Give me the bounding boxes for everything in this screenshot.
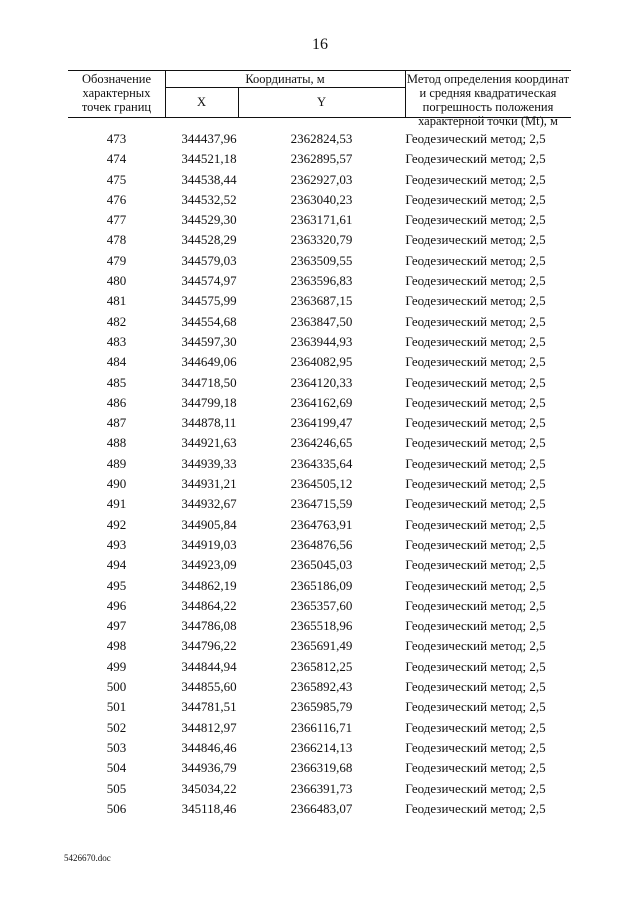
method: Геодезический метод; 2,5 — [405, 800, 546, 816]
table-row — [68, 534, 571, 554]
table-row — [68, 554, 571, 574]
coord-x: 344931,21 — [181, 476, 237, 492]
point-number: 481 — [106, 293, 127, 309]
coord-x: 344939,33 — [181, 455, 237, 471]
point-number: 477 — [106, 212, 127, 228]
method: Геодезический метод; 2,5 — [405, 455, 546, 471]
table-row — [68, 189, 571, 209]
method: Геодезический метод; 2,5 — [405, 760, 546, 776]
coord-x: 345118,46 — [181, 800, 237, 816]
method: Геодезический метод; 2,5 — [405, 658, 546, 674]
method: Геодезический метод; 2,5 — [405, 252, 546, 268]
table-row — [68, 169, 571, 189]
coord-y: 2365812,25 — [290, 658, 353, 674]
method: Геодезический метод; 2,5 — [405, 415, 546, 431]
coord-y: 2363944,93 — [290, 333, 353, 349]
table-row — [68, 656, 571, 676]
point-number: 478 — [106, 232, 127, 248]
table-row — [68, 250, 571, 270]
method: Геодезический метод; 2,5 — [405, 354, 546, 370]
coord-y: 2365357,60 — [290, 597, 353, 613]
coord-x: 344862,19 — [181, 577, 237, 593]
coord-x: 344812,97 — [181, 719, 237, 735]
point-number: 482 — [106, 313, 127, 329]
coord-x: 344936,79 — [181, 760, 237, 776]
coord-y: 2364505,12 — [290, 476, 353, 492]
coord-y: 2365892,43 — [290, 679, 353, 695]
coord-x: 344574,97 — [181, 273, 237, 289]
method: Геодезический метод; 2,5 — [405, 557, 546, 573]
coord-y: 2363596,83 — [290, 273, 353, 289]
coord-y: 2365985,79 — [290, 699, 353, 715]
coord-x: 344538,44 — [181, 171, 237, 187]
method: Геодезический метод; 2,5 — [405, 394, 546, 410]
point-number: 488 — [106, 435, 127, 451]
method: Геодезический метод; 2,5 — [405, 536, 546, 552]
table-header — [68, 70, 571, 128]
coord-y: 2365045,03 — [290, 557, 353, 573]
coord-x: 344905,84 — [181, 516, 237, 532]
coord-y: 2366391,73 — [290, 780, 353, 796]
coord-y: 2362824,53 — [290, 131, 353, 146]
table-row — [68, 473, 571, 493]
table-row — [68, 493, 571, 513]
point-number: 505 — [106, 780, 127, 796]
coord-y: 2364199,47 — [290, 415, 353, 431]
table-row — [68, 209, 571, 229]
table-row — [68, 514, 571, 534]
coord-x: 344649,06 — [181, 354, 237, 370]
table-row — [68, 798, 571, 818]
point-number: 473 — [106, 131, 127, 146]
method: Геодезический метод; 2,5 — [405, 232, 546, 248]
method: Геодезический метод; 2,5 — [405, 638, 546, 654]
table-row — [68, 128, 571, 148]
table-row — [68, 615, 571, 635]
coord-y: 2366319,68 — [290, 760, 353, 776]
table-row — [68, 392, 571, 412]
table-row — [68, 757, 571, 777]
header-x: X — [196, 95, 207, 109]
table-row — [68, 676, 571, 696]
point-number: 491 — [106, 496, 127, 512]
method: Геодезический метод; 2,5 — [405, 131, 546, 146]
method: Геодезический метод; 2,5 — [405, 597, 546, 613]
point-number: 492 — [106, 516, 127, 532]
header-designation: Обозначение характерных точек границ — [81, 72, 152, 114]
table-row — [68, 412, 571, 432]
method: Геодезический метод; 2,5 — [405, 699, 546, 715]
point-number: 504 — [106, 760, 127, 776]
point-number: 506 — [106, 800, 127, 816]
table-row — [68, 148, 571, 168]
coord-y: 2363509,55 — [290, 252, 353, 268]
point-number: 502 — [106, 719, 127, 735]
coord-y: 2366116,71 — [290, 719, 353, 735]
coord-y: 2364763,91 — [290, 516, 353, 532]
point-number: 479 — [106, 252, 127, 268]
point-number: 485 — [106, 374, 127, 390]
method: Геодезический метод; 2,5 — [405, 333, 546, 349]
table-row — [68, 432, 571, 452]
method: Геодезический метод; 2,5 — [405, 151, 546, 167]
table-row — [68, 635, 571, 655]
coord-y: 2365186,09 — [290, 577, 353, 593]
method: Геодезический метод; 2,5 — [405, 313, 546, 329]
coord-x: 344799,18 — [181, 394, 237, 410]
header-y: Y — [316, 95, 327, 109]
coord-y: 2364162,69 — [290, 394, 353, 410]
coord-x: 344878,11 — [181, 415, 237, 431]
coord-y: 2364876,56 — [290, 536, 353, 552]
coord-x: 344529,30 — [181, 212, 237, 228]
point-number: 498 — [106, 638, 127, 654]
method: Геодезический метод; 2,5 — [405, 577, 546, 593]
coord-y: 2363040,23 — [290, 191, 353, 207]
coord-x: 344844,94 — [181, 658, 237, 674]
page-number: 16 — [312, 36, 328, 53]
table-row — [68, 778, 571, 798]
coord-x: 344575,99 — [181, 293, 237, 309]
table-row — [68, 595, 571, 615]
point-number: 487 — [106, 415, 127, 431]
table-row — [68, 737, 571, 757]
point-number: 476 — [106, 191, 127, 207]
header-coordinates: Координаты, м — [245, 72, 325, 86]
coord-x: 344923,09 — [181, 557, 237, 573]
coord-y: 2364335,64 — [290, 455, 353, 471]
coord-x: 344796,22 — [181, 638, 237, 654]
coord-y: 2363171,61 — [290, 212, 353, 228]
coord-x: 344521,18 — [181, 151, 237, 167]
point-number: 500 — [106, 679, 127, 695]
method: Геодезический метод; 2,5 — [405, 516, 546, 532]
coord-y: 2362895,57 — [290, 151, 353, 167]
coord-x: 344579,03 — [181, 252, 237, 268]
coord-x: 344855,60 — [181, 679, 237, 695]
table-row — [68, 453, 571, 473]
method: Геодезический метод; 2,5 — [405, 679, 546, 695]
header-coords-rule — [165, 87, 405, 88]
header-method: Метод определения координат и средняя квадратическая погрешность положения характерной точки (Mt), м — [406, 72, 570, 128]
point-number: 494 — [106, 557, 127, 573]
coord-y: 2363847,50 — [290, 313, 353, 329]
point-number: 474 — [106, 151, 127, 167]
point-number: 490 — [106, 476, 127, 492]
method: Геодезический метод; 2,5 — [405, 618, 546, 634]
coord-x: 344846,46 — [181, 739, 237, 755]
coord-y: 2364082,95 — [290, 354, 353, 370]
coord-x: 344781,51 — [181, 699, 237, 715]
coord-y: 2362927,03 — [290, 171, 353, 187]
point-number: 501 — [106, 699, 127, 715]
point-number: 503 — [106, 739, 127, 755]
point-number: 486 — [106, 394, 127, 410]
method: Геодезический метод; 2,5 — [405, 719, 546, 735]
point-number: 495 — [106, 577, 127, 593]
point-number: 489 — [106, 455, 127, 471]
method: Геодезический метод; 2,5 — [405, 739, 546, 755]
table-row — [68, 575, 571, 595]
method: Геодезический метод; 2,5 — [405, 374, 546, 390]
coord-y: 2364715,59 — [290, 496, 353, 512]
table-row — [68, 229, 571, 249]
table-row — [68, 351, 571, 371]
method: Геодезический метод; 2,5 — [405, 496, 546, 512]
point-number: 480 — [106, 273, 127, 289]
coord-y: 2364120,33 — [290, 374, 353, 390]
point-number: 497 — [106, 618, 127, 634]
coord-x: 344532,52 — [181, 191, 237, 207]
table-row — [68, 372, 571, 392]
coord-x: 344718,50 — [181, 374, 237, 390]
table-row — [68, 331, 571, 351]
point-number: 499 — [106, 658, 127, 674]
table-row — [68, 696, 571, 716]
coord-x: 344932,67 — [181, 496, 237, 512]
table-row — [68, 717, 571, 737]
coord-x: 344919,03 — [181, 536, 237, 552]
point-number: 493 — [106, 536, 127, 552]
method: Геодезический метод; 2,5 — [405, 293, 546, 309]
table-row — [68, 290, 571, 310]
coord-x: 344786,08 — [181, 618, 237, 634]
coord-x: 344437,96 — [181, 131, 237, 146]
coord-x: 344528,29 — [181, 232, 237, 248]
point-number: 483 — [106, 333, 127, 349]
table-row — [68, 311, 571, 331]
method: Геодезический метод; 2,5 — [405, 191, 546, 207]
coord-x: 344554,68 — [181, 313, 237, 329]
coord-y: 2366483,07 — [290, 800, 353, 816]
header-top-rule — [68, 70, 571, 71]
coord-y: 2366214,13 — [290, 739, 353, 755]
coord-y: 2363320,79 — [290, 232, 353, 248]
method: Геодезический метод; 2,5 — [405, 476, 546, 492]
method: Геодезический метод; 2,5 — [405, 435, 546, 451]
point-number: 496 — [106, 597, 127, 613]
table-body — [68, 128, 571, 818]
coord-x: 345034,22 — [181, 780, 237, 796]
coord-x: 344864,22 — [181, 597, 237, 613]
footer-filename: 5426670.doc — [64, 853, 111, 863]
method: Геодезический метод; 2,5 — [405, 212, 546, 228]
coord-y: 2363687,15 — [290, 293, 353, 309]
method: Геодезический метод; 2,5 — [405, 780, 546, 796]
method: Геодезический метод; 2,5 — [405, 171, 546, 187]
table-row — [68, 270, 571, 290]
coord-y: 2364246,65 — [290, 435, 353, 451]
method: Геодезический метод; 2,5 — [405, 273, 546, 289]
coord-y: 2365518,96 — [290, 618, 353, 634]
coord-x: 344597,30 — [181, 333, 237, 349]
point-number: 475 — [106, 171, 127, 187]
coord-x: 344921,63 — [181, 435, 237, 451]
coord-y: 2365691,49 — [290, 638, 353, 654]
point-number: 484 — [106, 354, 127, 370]
